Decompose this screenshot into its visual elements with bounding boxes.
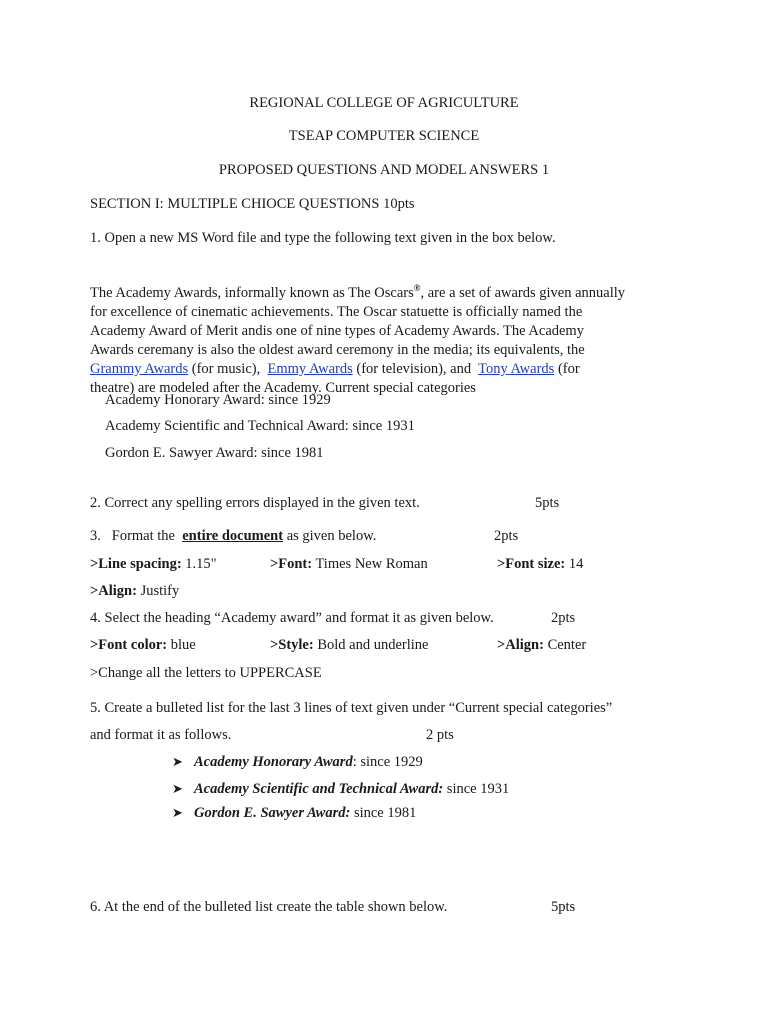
passage-line-5: Grammy Awards (for music), Emmy Awards (for television), and Tony Awards (for (90, 360, 580, 377)
font-color-spec: >Font color: blue (90, 637, 196, 653)
passage-text (90, 279, 670, 398)
question-5: 5. Create a bulleted list for the last 3 lines of text given under “Current special categories” (90, 700, 613, 716)
category-1: Academy Honorary Award: since 1929 (105, 392, 331, 408)
align-spec: >Align: Justify (90, 583, 180, 599)
font-size-spec: >Font size: 14 (497, 556, 584, 572)
question-3-points: 2pts (494, 528, 519, 544)
question-4: 4. Select the heading “Academy award” and format it as given below. (90, 610, 494, 626)
question-1: 1. Open a new MS Word file and type the following text given in the box below. (90, 230, 556, 246)
question-2: 2. Correct any spelling errors displayed in the given text. (90, 495, 420, 511)
question-3: 3. Format the entire document as given below. (90, 528, 377, 544)
category-2: Academy Scientific and Technical Award: since 1931 (105, 418, 415, 434)
passage-line-3: Academy Award of Merit andis one of nine types of Academy Awards. The Academy (90, 322, 584, 339)
bullet-item-2: ➤ Academy Scientific and Technical Award: since 1931 (172, 781, 510, 797)
question-6: 6. At the end of the bulleted list create the table shown below. (90, 899, 448, 915)
course-title: TSEAP COMPUTER SCIENCE (288, 128, 480, 144)
bullet-item-1: ➤ Academy Honorary Award: since 1929 (172, 754, 423, 770)
arrow-bullet-icon: ➤ (172, 754, 183, 769)
style-spec: >Style: Bold and underline (270, 637, 429, 653)
category-3: Gordon E. Sawyer Award: since 1981 (105, 445, 324, 461)
passage-line-2: for excellence of cinematic achievements. The Oscar statuette is officially named the (90, 303, 583, 320)
passage-line-4: Awards ceremany is also the oldest award ceremony in the media; its equivalents, the (90, 341, 585, 358)
college-title: REGIONAL COLLEGE OF AGRICULTURE (249, 95, 519, 111)
question-6-points: 5pts (551, 899, 576, 915)
document-title: PROPOSED QUESTIONS AND MODEL ANSWERS 1 (218, 162, 550, 178)
question-5-continued: and format it as follows. (90, 727, 232, 743)
arrow-bullet-icon: ➤ (172, 781, 183, 796)
tony-awards-link[interactable]: Tony Awards (478, 360, 555, 377)
grammy-awards-link[interactable]: Grammy Awards (90, 360, 189, 377)
bullet-item-3: ➤ Gordon E. Sawyer Award: since 1981 (172, 805, 417, 821)
question-2-points: 5pts (535, 495, 560, 511)
section-heading: SECTION I: MULTIPLE CHIOCE QUESTIONS 10pts (90, 196, 415, 212)
arrow-bullet-icon: ➤ (172, 805, 183, 820)
font-spec: >Font: Times New Roman (270, 556, 428, 572)
entire-document-text: entire document (182, 528, 284, 544)
heading-align-spec: >Align: Center (497, 637, 587, 653)
uppercase-instruction: >Change all the letters to UPPERCASE (90, 665, 322, 681)
line-spacing-spec: >Line spacing: 1.15" (90, 556, 217, 572)
question-4-points: 2pts (551, 610, 576, 626)
emmy-awards-link[interactable]: Emmy Awards (267, 360, 353, 377)
passage-line-1: The Academy Awards, informally known as The Oscars®, are a set of awards given annually (90, 283, 626, 301)
question-5-points: 2 pts (426, 727, 454, 743)
passage-line-6: theatre) are modeled after the Academy. Current special categories (90, 379, 476, 396)
